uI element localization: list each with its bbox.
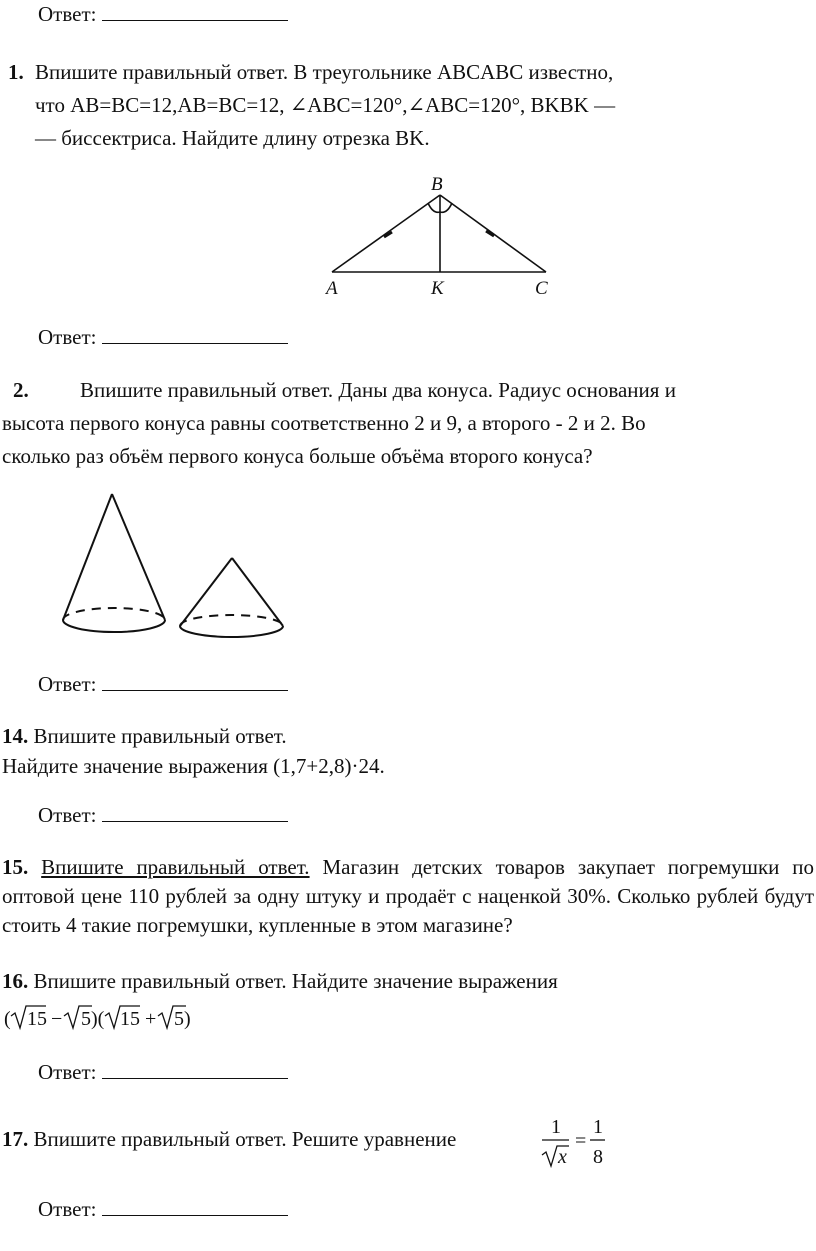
small-cone-base-back	[180, 615, 283, 626]
radicand-15-a: 15	[27, 1008, 47, 1030]
task1-line2: что AB=BC=12,AB=BC=12, ∠ABC=120°,∠ABC=120°, BKBK —	[35, 93, 616, 117]
answer-1	[38, 325, 288, 350]
task14-line2: Найдите значение выражения (1,7+2,8)·24.	[2, 754, 385, 778]
fraction-right-denominator: 8	[593, 1146, 603, 1168]
radicand-5-b: 5	[174, 1008, 184, 1030]
sqrt-sign-2	[64, 1006, 92, 1028]
formula-mid: )(	[91, 1008, 105, 1030]
sqrt-sign-3	[105, 1006, 140, 1028]
label-b: B	[431, 174, 443, 195]
task15-paragraph	[2, 853, 814, 940]
task17-text: Впишите правильный ответ. Решите уравнение	[33, 1127, 457, 1151]
label-c: C	[535, 278, 548, 299]
small-cone-right-edge	[232, 558, 283, 626]
plus-sign: +	[145, 1008, 157, 1030]
sqrt-sign-x	[542, 1146, 569, 1166]
task15-number: 15.	[2, 855, 29, 879]
angle-arc-right	[440, 203, 452, 212]
answer-blank[interactable]	[102, 1060, 288, 1079]
sqrt-sign-4	[158, 1006, 186, 1028]
task14-line1	[2, 724, 287, 749]
answer-blank[interactable]	[102, 2, 288, 21]
side-bc	[440, 195, 546, 272]
answer-label: Ответ:	[38, 2, 97, 26]
variable-x: x	[558, 1146, 567, 1168]
big-cone-left-edge	[63, 494, 112, 620]
minus-sign: −	[51, 1008, 63, 1030]
answer-label: Ответ:	[38, 672, 97, 696]
answer-label: Ответ:	[38, 1197, 97, 1221]
answer-4	[38, 1060, 288, 1085]
radicand-5-a: 5	[81, 1008, 91, 1030]
equals-sign: =	[575, 1130, 587, 1152]
task15-lead: Впишите правильный ответ.	[41, 855, 310, 879]
label-a: A	[326, 278, 338, 299]
small-cone-base-front	[180, 626, 283, 637]
task16-line	[2, 969, 558, 994]
task16-text: Впишите правильный ответ. Найдите значение выражения	[33, 969, 558, 993]
big-cone-right-edge	[112, 494, 165, 620]
tick-bc	[486, 231, 494, 236]
angle-arc-left	[428, 203, 440, 212]
task17-number: 17.	[2, 1127, 29, 1151]
fraction-left-numerator: 1	[551, 1116, 561, 1138]
big-cone-base-back	[63, 608, 165, 620]
fraction-right-numerator: 1	[593, 1116, 603, 1138]
answer-5	[38, 1197, 288, 1222]
side-ab	[332, 195, 440, 272]
small-cone-left-edge	[180, 558, 232, 626]
task1-line3: — биссектриса. Найдите длину отрезка BK.	[35, 126, 430, 150]
task1-line1: Впишите правильный ответ. В треугольнике ABCABC известно,	[35, 60, 614, 84]
task2-number: 2.	[13, 378, 29, 402]
formula-open: (	[4, 1008, 11, 1030]
radicand-15-b: 15	[120, 1008, 140, 1030]
formula-close: )	[184, 1008, 191, 1030]
answer-blank[interactable]	[102, 672, 288, 691]
task16-number: 16.	[2, 969, 29, 993]
task2-line2: высота первого конуса равны соответственно 2 и 9, а второго - 2 и 2. Во	[2, 411, 646, 435]
big-cone-base-front	[63, 620, 165, 632]
task14-text1: Впишите правильный ответ.	[33, 724, 287, 748]
task14-number: 14.	[2, 724, 29, 748]
answer-0	[38, 2, 288, 27]
answer-blank[interactable]	[102, 325, 288, 344]
answer-label: Ответ:	[38, 1060, 97, 1084]
task15-text: Магазин детских товаров закупает погремушки по оптовой цене 110 рублей за одну штуку и продаёт с наценкой 30%. Сколько рублей будут стоить 4 такие погремушки, купленные в этом магазине?	[2, 855, 815, 937]
task17-line	[2, 1127, 456, 1152]
tick-ab	[384, 232, 392, 237]
answer-label: Ответ:	[38, 803, 97, 827]
answer-3	[38, 803, 288, 828]
answer-label: Ответ:	[38, 325, 97, 349]
sqrt-sign-1	[11, 1006, 46, 1028]
task1-number: 1.	[8, 60, 24, 84]
answer-blank[interactable]	[102, 1197, 288, 1216]
label-k: K	[431, 278, 444, 299]
task2-line1: Впишите правильный ответ. Даны два конуса. Радиус основания и	[80, 378, 676, 402]
answer-blank[interactable]	[102, 803, 288, 822]
task2-line3: сколько раз объём первого конуса больше объёма второго конуса?	[2, 444, 593, 468]
answer-2	[38, 672, 288, 697]
